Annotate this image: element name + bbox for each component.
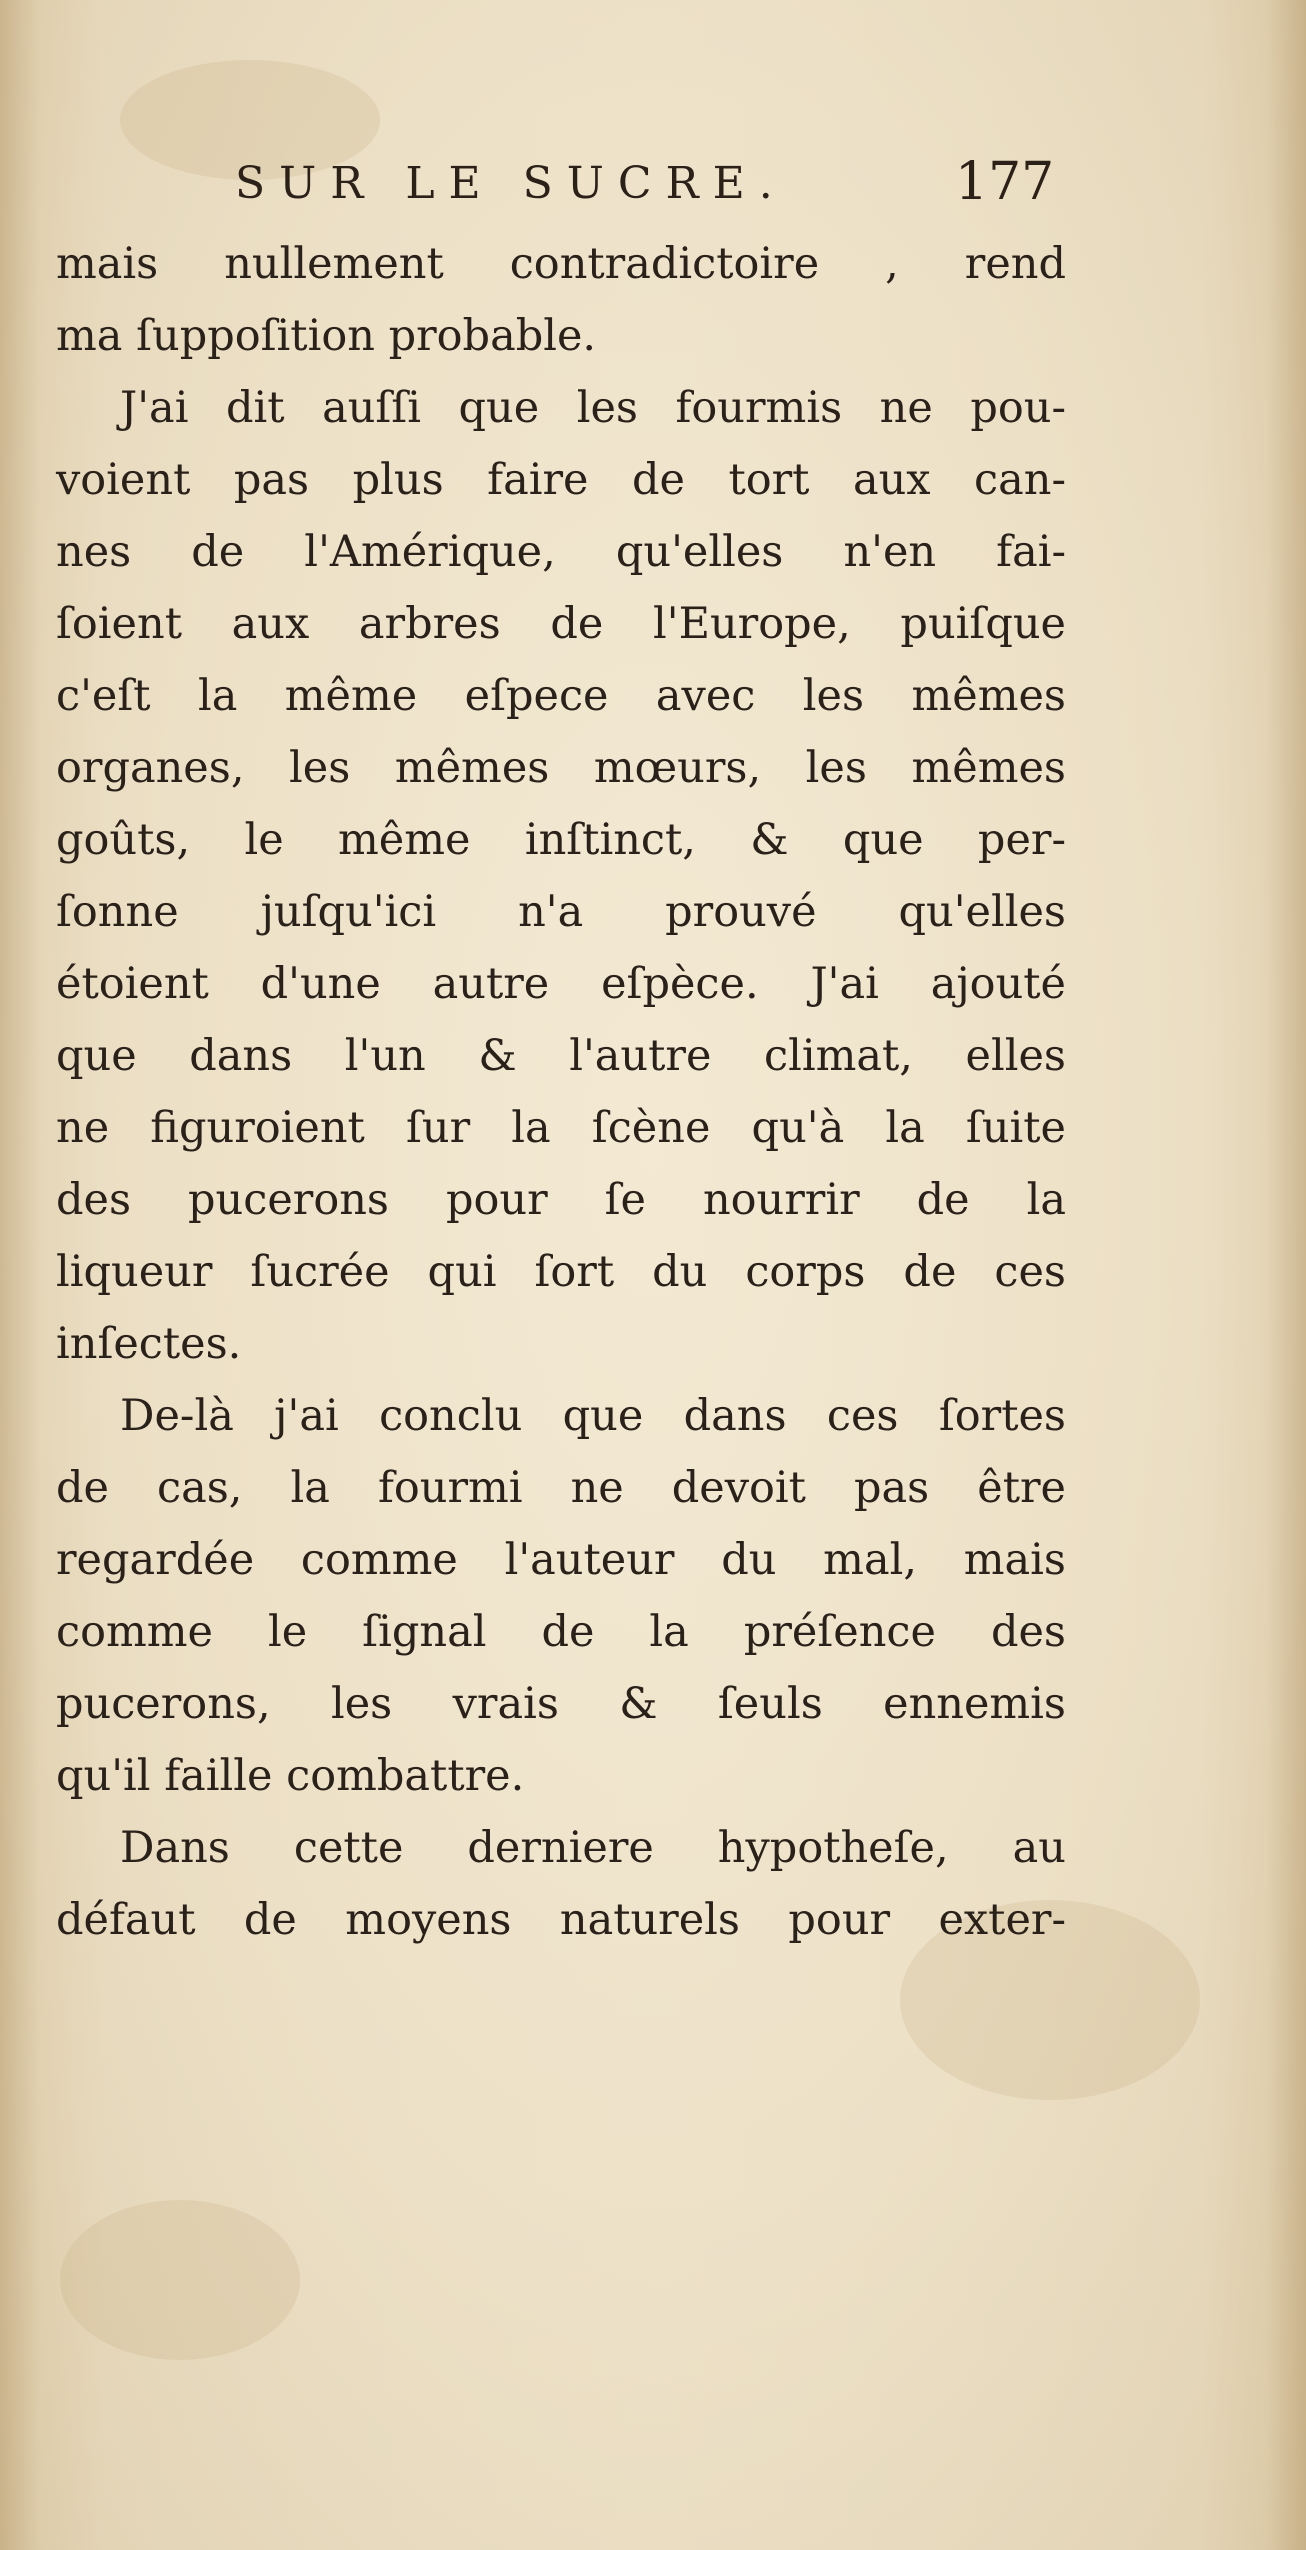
- text-line: voient pas plus faire de tort aux can-: [56, 455, 1066, 505]
- text-line: qu'il faille combattre.: [56, 1751, 525, 1801]
- text-line: que dans l'un & l'autre climat, elles: [56, 1031, 1066, 1081]
- text-line: défaut de moyens naturels pour exter-: [56, 1895, 1066, 1945]
- text-line: regardée comme l'auteur du mal, mais: [56, 1535, 1066, 1585]
- text-line: des pucerons pour ſe nourrir de la: [56, 1175, 1066, 1225]
- text-line: ſonne juſqu'ici n'a prouvé qu'elles: [56, 887, 1066, 937]
- text-line: c'eſt la même eſpece avec les mêmes: [56, 671, 1066, 721]
- text-line: nes de l'Amérique, qu'elles n'en fai-: [56, 527, 1066, 577]
- text-line: comme le ſignal de la préſence des: [56, 1607, 1066, 1657]
- text-line: De-là j'ai conclu que dans ces ſortes: [120, 1391, 1066, 1441]
- text-line: goûts, le même inſtinct, & que per-: [56, 815, 1066, 865]
- body-text: [56, 228, 1066, 1956]
- running-head-title: SUR LE SUCRE.: [235, 158, 787, 209]
- page-edge-shadow-left: [0, 0, 40, 2550]
- text-line: J'ai dit auſſi que les fourmis ne pou-: [120, 383, 1066, 433]
- text-line: ma ſuppoſition probable.: [56, 311, 597, 361]
- text-line: Dans cette derniere hypotheſe, au: [120, 1823, 1066, 1873]
- text-line: de cas, la fourmi ne devoit pas être: [56, 1463, 1066, 1513]
- text-line: inſectes.: [56, 1319, 242, 1369]
- text-line: liqueur ſucrée qui ſort du corps de ces: [56, 1247, 1066, 1297]
- text-line: mais nullement contradictoire , rend: [56, 239, 1066, 289]
- text-line: ne figuroient ſur la ſcène qu'à la ſuite: [56, 1103, 1066, 1153]
- page-number: 177: [955, 152, 1055, 212]
- running-head: [0, 152, 1306, 218]
- text-line: pucerons, les vrais & ſeuls ennemis: [56, 1679, 1066, 1729]
- text-line: ſoient aux arbres de l'Europe, puiſque: [56, 599, 1066, 649]
- paper-stain: [60, 2200, 300, 2360]
- text-line: organes, les mêmes mœurs, les mêmes: [56, 743, 1066, 793]
- page-edge-shadow-right: [1266, 0, 1306, 2550]
- text-line: étoient d'une autre eſpèce. J'ai ajouté: [56, 959, 1066, 1009]
